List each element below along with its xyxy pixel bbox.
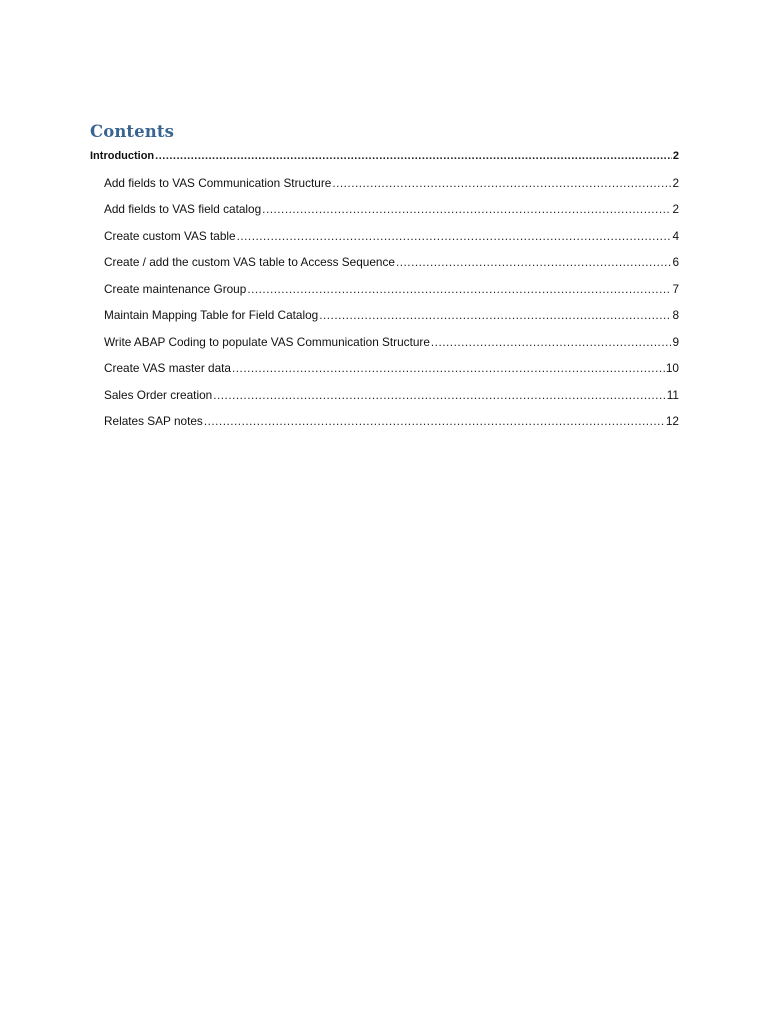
toc-entry-mapping-table[interactable] — [90, 307, 679, 334]
toc-entry-label: Add fields to VAS field catalog — [104, 202, 262, 216]
toc-entry-access-sequence[interactable] — [90, 254, 679, 281]
toc-entry-label: Create / add the custom VAS table to Access Sequence — [104, 255, 395, 269]
toc-entry-label: Maintain Mapping Table for Field Catalog — [104, 308, 319, 322]
toc-entry-label: Create custom VAS table — [104, 228, 236, 243]
toc-entry-page: 6 — [672, 255, 679, 269]
toc-entry-page: 9 — [672, 334, 679, 349]
toc-entry-introduction[interactable] — [90, 148, 679, 175]
toc-entry-page: 10 — [665, 361, 679, 375]
toc-entry-add-fields-field-catalog[interactable] — [90, 201, 679, 228]
toc-entry-label: Sales Order creation — [104, 387, 213, 402]
toc-entry-page: 2 — [672, 175, 679, 190]
toc-entry-page: 8 — [672, 308, 679, 322]
toc-leader-dots — [319, 307, 671, 323]
toc-entry-label: Introduction — [90, 150, 155, 162]
toc-entry-sales-order-creation[interactable] — [90, 387, 679, 414]
toc-entry-maintenance-group[interactable] — [90, 281, 679, 308]
toc-entry-label: Add fields to VAS Communication Structure — [104, 175, 332, 190]
toc-entry-abap-coding[interactable] — [90, 334, 679, 361]
toc-leader-dots — [155, 148, 672, 164]
toc-leader-dots — [396, 254, 671, 270]
toc-leader-dots — [213, 387, 666, 403]
toc-entry-page: 12 — [665, 414, 679, 428]
toc-entry-sap-notes[interactable] — [90, 413, 679, 440]
toc-entry-label: Write ABAP Coding to populate VAS Communication Structure — [104, 334, 430, 349]
toc-leader-dots — [332, 175, 671, 191]
toc-entry-create-custom-vas-table[interactable] — [90, 228, 679, 255]
toc-entry-label: Create VAS master data — [104, 361, 231, 375]
toc-entry-label: Relates SAP notes — [104, 414, 203, 428]
toc-entry-page: 2 — [672, 150, 679, 162]
toc-leader-dots — [247, 281, 671, 297]
table-of-contents — [90, 148, 679, 440]
toc-entry-page: 11 — [666, 387, 679, 402]
toc-leader-dots — [204, 413, 665, 429]
toc-heading: Contents — [90, 122, 174, 141]
toc-leader-dots — [232, 360, 665, 376]
toc-entry-vas-master-data[interactable] — [90, 360, 679, 387]
toc-leader-dots — [262, 201, 671, 217]
toc-entry-page: 4 — [672, 228, 679, 243]
toc-leader-dots — [237, 228, 672, 244]
toc-entry-add-fields-communication-structure[interactable] — [90, 175, 679, 202]
toc-entry-page: 2 — [672, 202, 679, 216]
toc-entry-page: 7 — [672, 281, 679, 296]
toc-entry-label: Create maintenance Group — [104, 281, 247, 296]
toc-leader-dots — [431, 334, 672, 350]
